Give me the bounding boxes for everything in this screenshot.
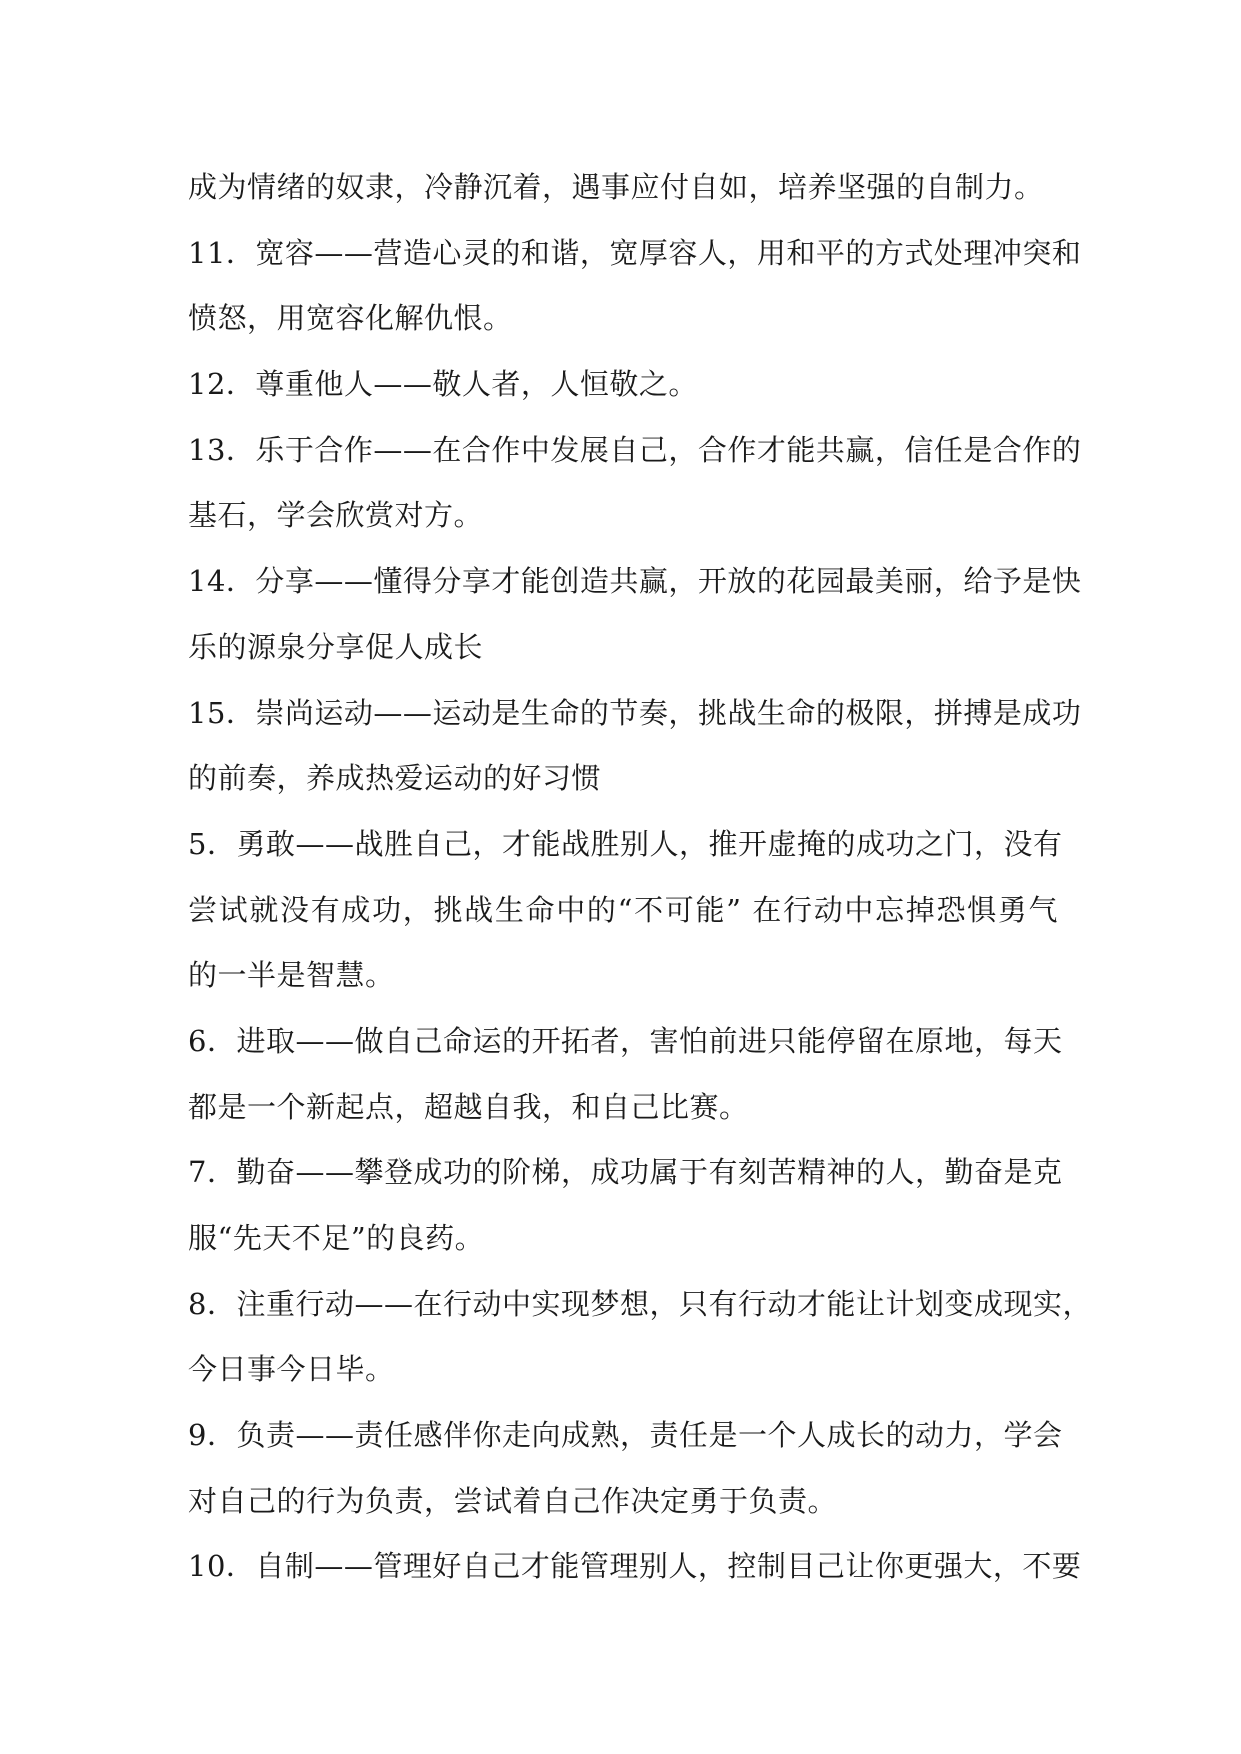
text-line: 14．分享——懂得分享才能创造共赢，开放的花园最美丽，给予是快 — [188, 564, 1082, 599]
text-line: 的一半是智慧。 — [188, 958, 395, 993]
text-line: 6．进取——做自己命运的开拓者，害怕前进只能停留在原地，每天 — [188, 1023, 1063, 1058]
text-line: 11．宽容——营造心灵的和谐，宽厚容人，用和平的方式处理冲突和 — [188, 235, 1082, 270]
text-line: 今日事今日毕。 — [188, 1352, 395, 1387]
text-line: 都是一个新起点，超越自我，和自己比赛。 — [188, 1089, 749, 1124]
text-line: 7．勤奋——攀登成功的阶梯，成功属于有刻苦精神的人，勤奋是克 — [188, 1155, 1063, 1190]
text-line: 8．注重行动——在行动中实现梦想，只有行动才能让计划变成现实， — [188, 1286, 1092, 1321]
text-line: 基石，学会欣赏对方。 — [188, 498, 484, 533]
document-page — [188, 155, 1092, 1600]
text-line: 乐的源泉分享促人成长 — [188, 629, 484, 664]
text-line: 15．崇尚运动——运动是生命的节奏，挑战生命的极限，拼搏是成功 — [188, 695, 1082, 730]
text-line: 尝试就没有成功，挑战生命中的“不可能” 在行动中忘掉恐惧勇气 — [188, 892, 1058, 927]
text-line: 9．负责——责任感伴你走向成熟，责任是一个人成长的动力，学会 — [188, 1418, 1063, 1453]
text-line: 成为情绪的奴隶，冷静沉着，遇事应付自如，培养坚强的自制力。 — [188, 170, 1044, 204]
text-line: 服“先天不足”的良药。 — [188, 1221, 485, 1255]
text-line: 愤怒，用宽容化解仇恨。 — [188, 301, 513, 336]
text-line: 10．自制——管理好自己才能管理别人，控制目己让你更强大，不要 — [188, 1549, 1082, 1584]
text-line: 的前奏，养成热爱运动的好习惯 — [188, 761, 602, 796]
text-line: 5．勇敢——战胜自己，才能战胜别人，推开虚掩的成功之门，没有 — [188, 826, 1063, 861]
text-line: 对自己的行为负责，尝试着自己作决定勇于负责。 — [188, 1483, 838, 1518]
text-line: 13．乐于合作——在合作中发展自己，合作才能共赢，信任是合作的 — [188, 432, 1082, 467]
text-line: 12．尊重他人——敬人者，人恒敬之。 — [188, 367, 698, 402]
